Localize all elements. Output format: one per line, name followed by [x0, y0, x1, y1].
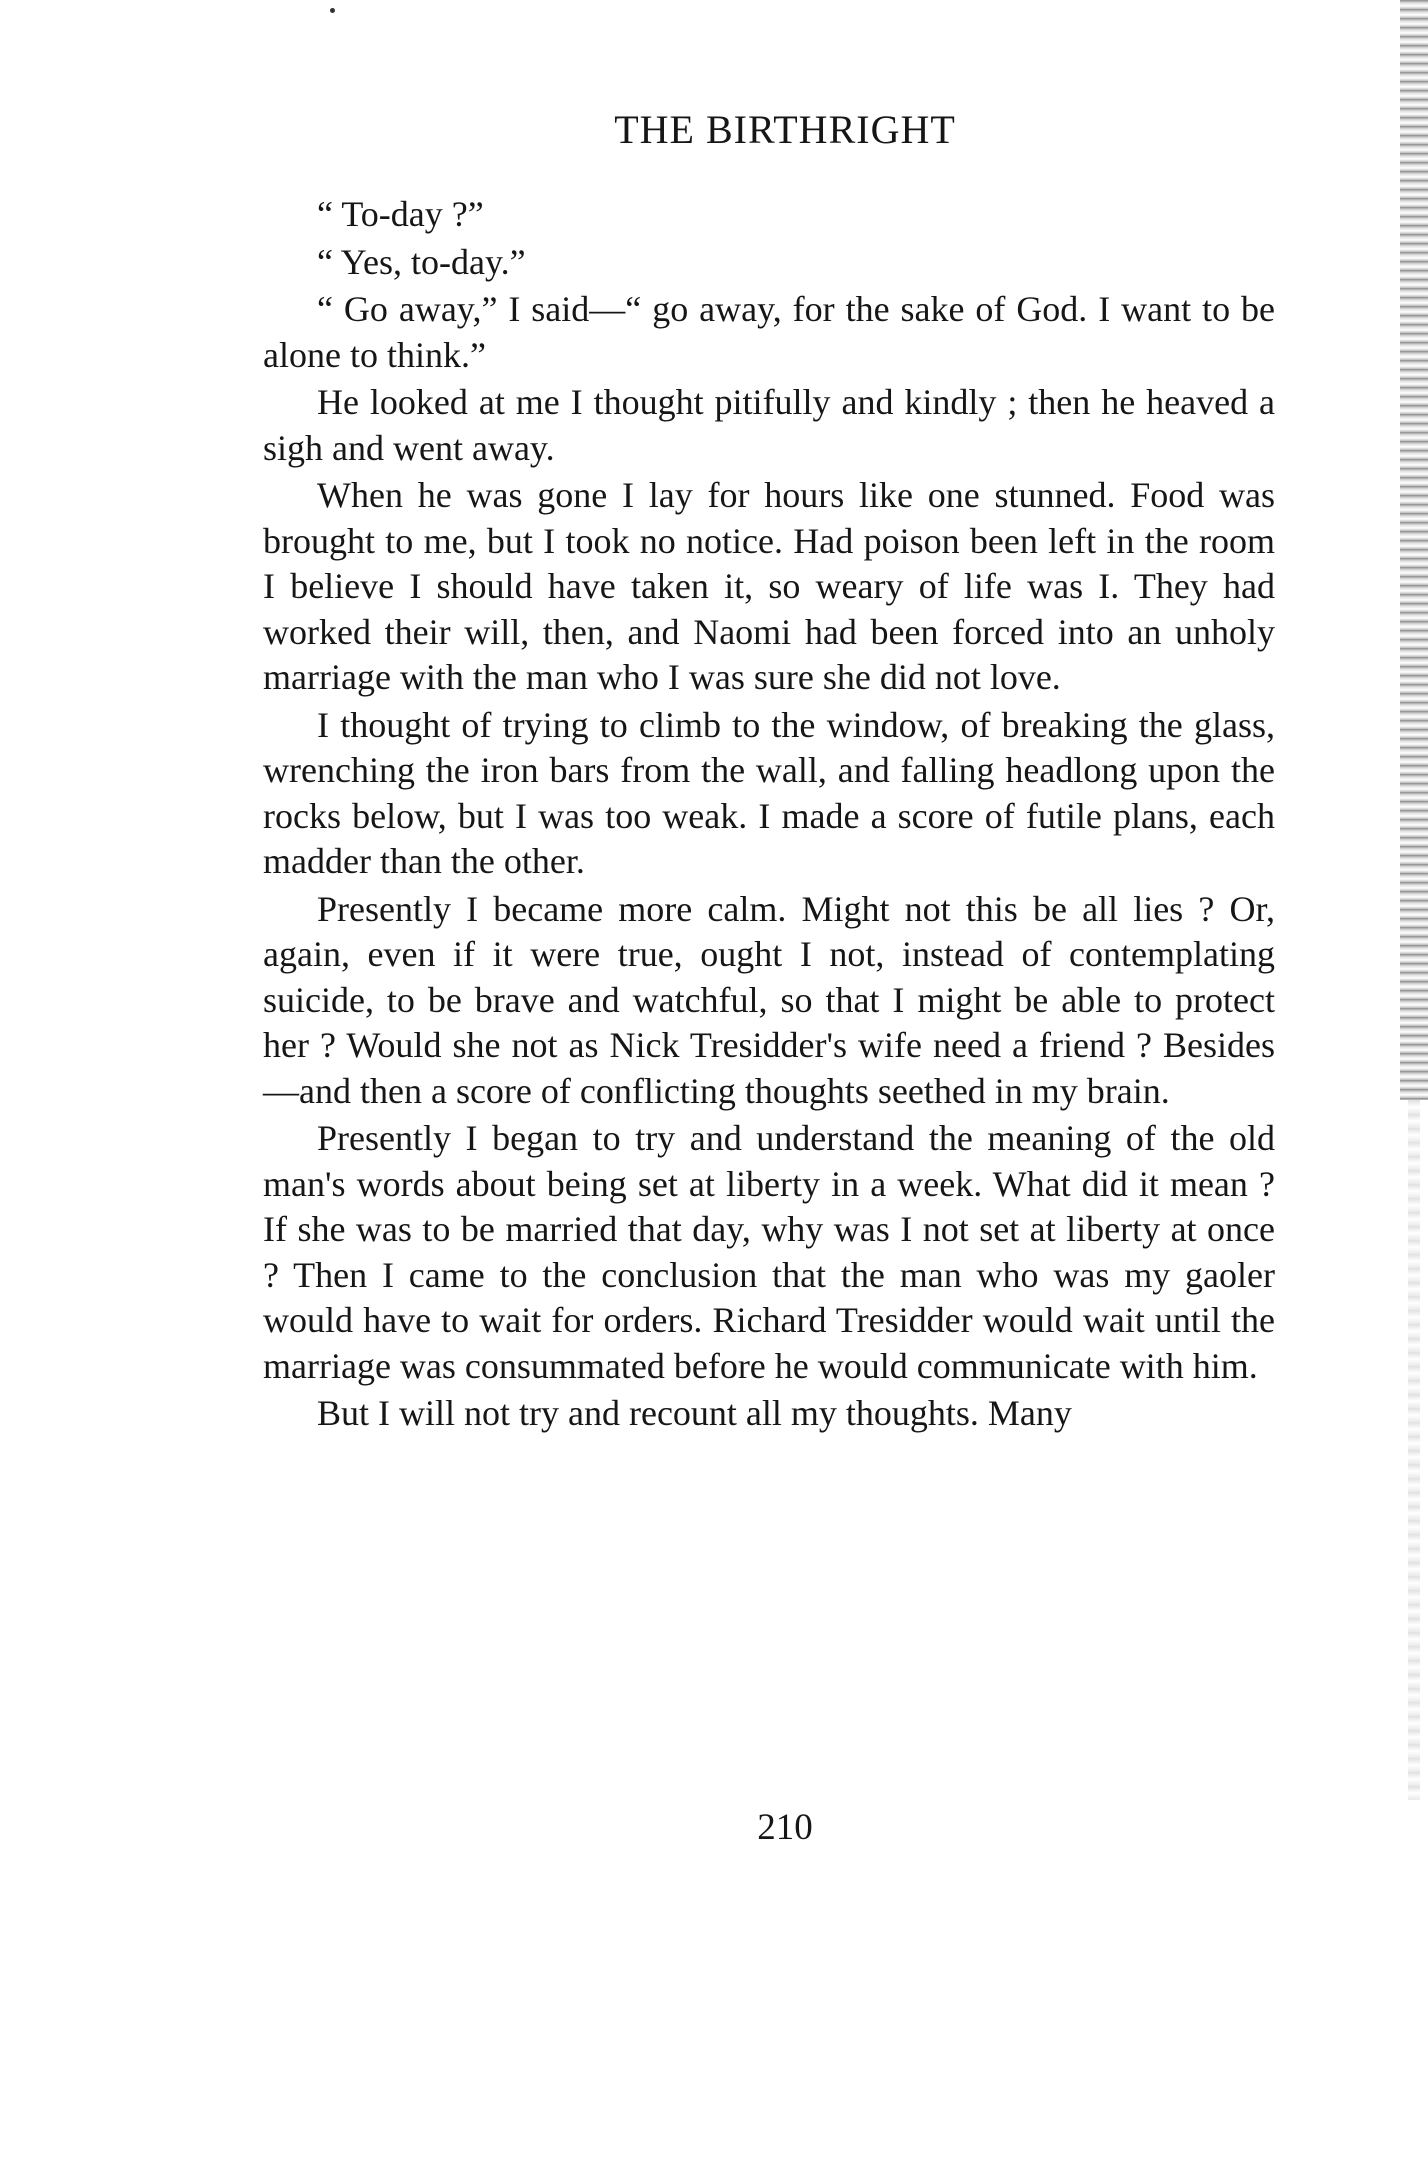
paragraph: “ To-day ?”	[317, 194, 484, 234]
paragraph: I thought of trying to climb to the window, of breaking the glass, wrenching the iron bars from the wall, and falling headlong upon the rocks below, but I was too weak. I made a score of futile plans, each madder than the other.	[263, 704, 1275, 881]
page-edge-scan-shadow-lower	[1408, 1100, 1420, 1800]
paragraph: “ Yes, to-day.”	[317, 241, 526, 282]
paragraph: He looked at me I thought pitifully and kindly ; then he heaved a sigh and went away.	[263, 382, 1275, 468]
running-head: THE BIRTHRIGHT	[614, 107, 956, 152]
page-edge-scan-shadow	[1400, 0, 1428, 1100]
paragraph: When he was gone I lay for hours like one stunned. Food was brought to me, but I took no notice. Had poison been left in the room I believe I should have taken it, so weary of life was I. They had worked their will, then, and Naomi had been forced into an unholy marriage with the man who I was sure she did not love.	[263, 475, 1275, 697]
paragraph: “ Go away,” I said—“ go away, for the sake of God. I want to be alone to think.”	[263, 289, 1275, 375]
paragraph: Presently I began to try and understand the meaning of the old man's words about being set at liberty in a week. What did it mean ? If she was to be married that day, why was I not set at liberty at once ? Then I came to the conclusion that the man who was my gaoler would have to wait for orders. Richard Tresidder would wait until the marriage was consummated before he would communicate with him.	[263, 1118, 1275, 1386]
ink-speck	[330, 8, 335, 13]
body-text	[263, 192, 1275, 1439]
paragraph: But I will not try and recount all my thoughts. Many	[317, 1393, 1072, 1433]
page-number: 210	[757, 1807, 813, 1848]
paragraph: Presently I became more calm. Might not this be all lies ? Or, again, even if it were true, ought I not, instead of contemplating suicide, to be brave and watchful, so that I might be able to protect her ? Would she not as Nick Tresidder's wife need a friend ? Besides—and then a score of conflicting thoughts seethed in my brain.	[263, 888, 1275, 1111]
